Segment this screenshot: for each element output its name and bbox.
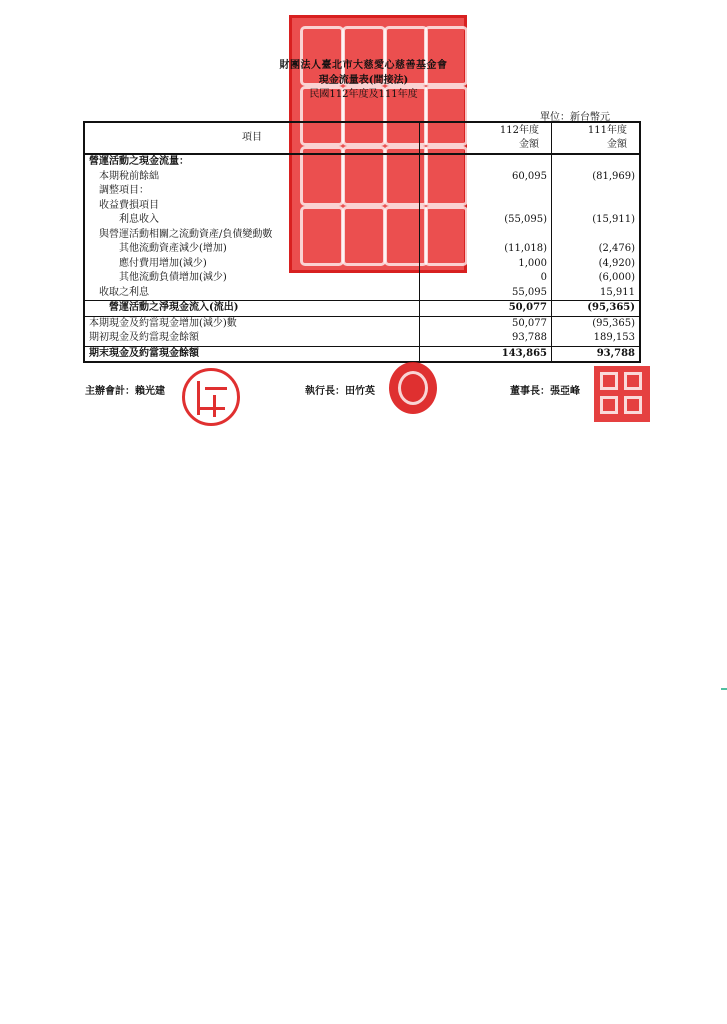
table-row	[84, 213, 640, 228]
header-year-111-label: 111年度	[587, 125, 627, 136]
row-value-112: 50,077	[420, 316, 552, 331]
row-value-112: 93,788	[420, 331, 552, 346]
row-label: 本期稅前餘絀	[84, 170, 420, 185]
row-value-111: (15,911)	[592, 214, 635, 225]
row-label: 本期現金及約當現金增加(減少)數	[84, 316, 420, 331]
table-row	[84, 286, 640, 301]
row-value-111	[552, 228, 641, 243]
row-value-112	[420, 228, 552, 243]
report-title: 現金流量表(間接法)	[318, 75, 409, 86]
accountant-seal	[182, 368, 240, 426]
header-year-111	[552, 122, 641, 154]
row-value-112	[420, 184, 552, 199]
table-row	[84, 199, 640, 214]
header-year-112-label: 112年度	[499, 125, 539, 136]
row-value-112: (55,095)	[420, 213, 552, 228]
cash-flow-table	[83, 121, 641, 363]
table-row-total	[84, 346, 640, 362]
row-value-112	[420, 154, 552, 170]
table-row	[84, 331, 640, 346]
row-label: 調整項目：	[84, 184, 420, 199]
row-value-111	[552, 199, 641, 214]
row-value-111: 93,788	[552, 346, 641, 362]
table-row	[84, 154, 640, 170]
row-value-112: 50,077	[420, 301, 552, 317]
chairman-signature: 董事長：張亞峰	[510, 386, 580, 397]
row-value-111: 189,153	[593, 332, 635, 343]
executive-signature: 執行長：田竹英	[305, 386, 375, 397]
row-value-112: 60,095	[420, 170, 552, 185]
header-item: 項目	[84, 122, 420, 154]
row-label: 營運活動之淨現金流入(流出)	[84, 301, 420, 317]
row-label: 收益費損項目	[84, 199, 420, 214]
report-header	[0, 58, 727, 102]
chairman-seal	[594, 366, 650, 422]
row-value-111: (4,920)	[598, 257, 635, 269]
header-amount-111: 金額	[607, 139, 627, 150]
header-year-112	[420, 122, 552, 154]
edge-mark	[721, 688, 727, 690]
organization-name: 財團法人臺北市大慈愛心慈善基金會	[279, 60, 448, 71]
row-label: 應付費用增加(減少)	[84, 257, 420, 272]
row-label: 利息收入	[84, 213, 420, 228]
table-row	[84, 184, 640, 199]
table-row	[84, 271, 640, 286]
row-value-112: 143,865	[420, 346, 552, 362]
row-value-111: (6,000)	[598, 272, 635, 283]
row-label: 與營運活動相關之流動資產/負債變動數	[84, 228, 420, 243]
table-row	[84, 170, 640, 185]
table-row	[84, 228, 640, 243]
row-value-111: (95,365)	[552, 301, 641, 317]
row-value-111: (2,476)	[598, 243, 635, 254]
report-period: 民國112年度及111年度	[309, 89, 418, 100]
table-header-row	[84, 122, 640, 154]
table-row-subtotal	[84, 301, 640, 317]
row-label: 其他流動負債增加(減少)	[84, 271, 420, 286]
currency-unit: 單位：新台幣元	[540, 112, 610, 123]
row-value-112	[420, 199, 552, 214]
row-value-112: 55,095	[420, 286, 552, 301]
row-value-112: 0	[420, 271, 552, 286]
accountant-signature: 主辦會計：賴光建	[85, 386, 165, 397]
table-row	[84, 257, 640, 272]
header-amount-112: 金額	[519, 139, 539, 150]
row-label: 期初現金及約當現金餘額	[84, 331, 420, 346]
executive-seal	[389, 362, 437, 414]
row-value-111	[552, 154, 641, 170]
table-row	[84, 242, 640, 257]
row-value-112: 1,000	[420, 257, 552, 272]
row-label: 收取之利息	[84, 286, 420, 301]
row-value-111	[552, 184, 641, 199]
row-label: 期末現金及約當現金餘額	[84, 346, 420, 362]
row-value-111: (81,969)	[592, 170, 635, 182]
row-value-111: (95,365)	[552, 316, 641, 331]
table-row	[84, 316, 640, 331]
row-value-111: 15,911	[600, 286, 635, 298]
row-value-112: (11,018)	[420, 242, 552, 257]
row-label: 其他流動資產減少(增加)	[84, 242, 420, 257]
row-label: 營運活動之現金流量：	[84, 154, 420, 170]
